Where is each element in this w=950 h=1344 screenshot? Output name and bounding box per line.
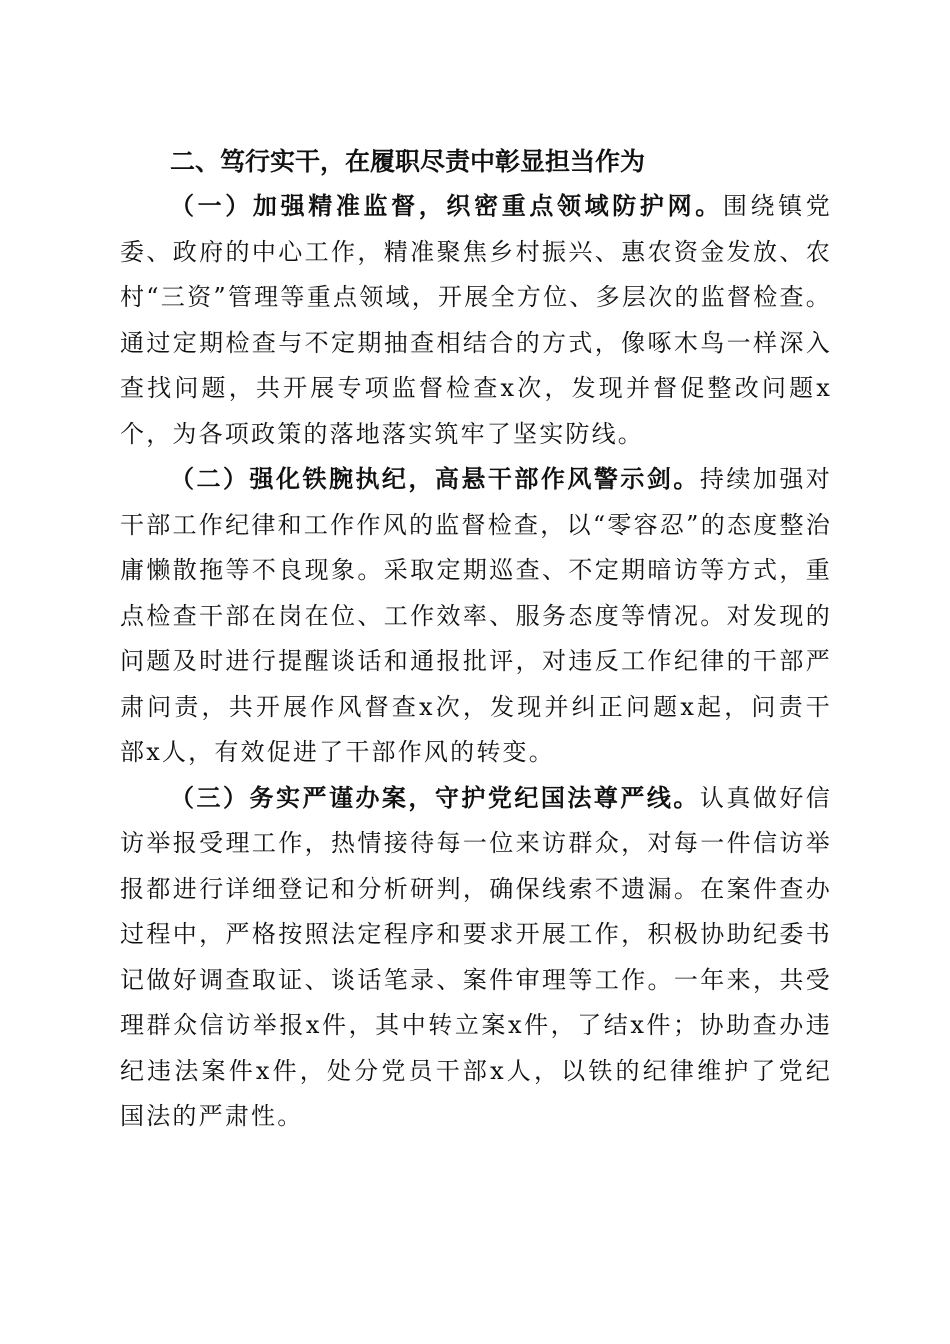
paragraph-1 xyxy=(120,184,832,457)
paragraph-2-body: 持续加强对干部工作纪律和工作作风的监督检查，以“零容忍”的态度整治庸懒散拖等不良现象。采取定期巡查、不定期暗访等方式，重点检查干部在岗在位、工作效率、服务态度等情况。对发现的问题及时进行提醒谈话和通报批评，对违反工作纪律的干部严肃问责，共开展作风督查x次，发现并纠正问题x起，问责干部x人，有效促进了干部作风的转变。 xyxy=(120,465,833,766)
paragraph-2 xyxy=(120,457,832,776)
paragraph-3-lead: （三）务实严谨办案，守护党纪国法尊严线。 xyxy=(170,783,700,812)
paragraph-1-body: 围绕镇党委、政府的中心工作，精准聚焦乡村振兴、惠农资金发放、农村“三资”管理等重点领域，开展全方位、多层次的监督检查。通过定期检查与不定期抽查相结合的方式，像啄木鸟一样深入查找问题，共开展专项监督检查x次，发现并督促整改问题x个，为各项政策的落地落实筑牢了坚实防线。 xyxy=(120,192,832,448)
paragraph-3-body: 认真做好信访举报受理工作，热情接待每一位来访群众，对每一件信访举报都进行详细登记和分析研判，确保线索不遗漏。在案件查办过程中，严格按照法定程序和要求开展工作，积极协助纪委书记做好调查取证、谈话笔录、案件审理等工作。一年来，共受理群众信访举报x件，其中转立案x件，了结x件；协助查办违纪违法案件x件，处分党员干部x人，以铁的纪律维护了党纪国法的严肃性。 xyxy=(120,783,833,1130)
document-page xyxy=(120,140,832,1140)
section-heading: 二、笃行实干，在履职尽责中彰显担当作为 xyxy=(170,147,646,176)
paragraph-1-lead: （一）加强精准监督，织密重点领域防护网。 xyxy=(170,192,723,220)
paragraph-2-lead: （二）强化铁腕执纪，高悬干部作风警示剑。 xyxy=(170,465,700,493)
paragraph-3 xyxy=(120,776,832,1140)
